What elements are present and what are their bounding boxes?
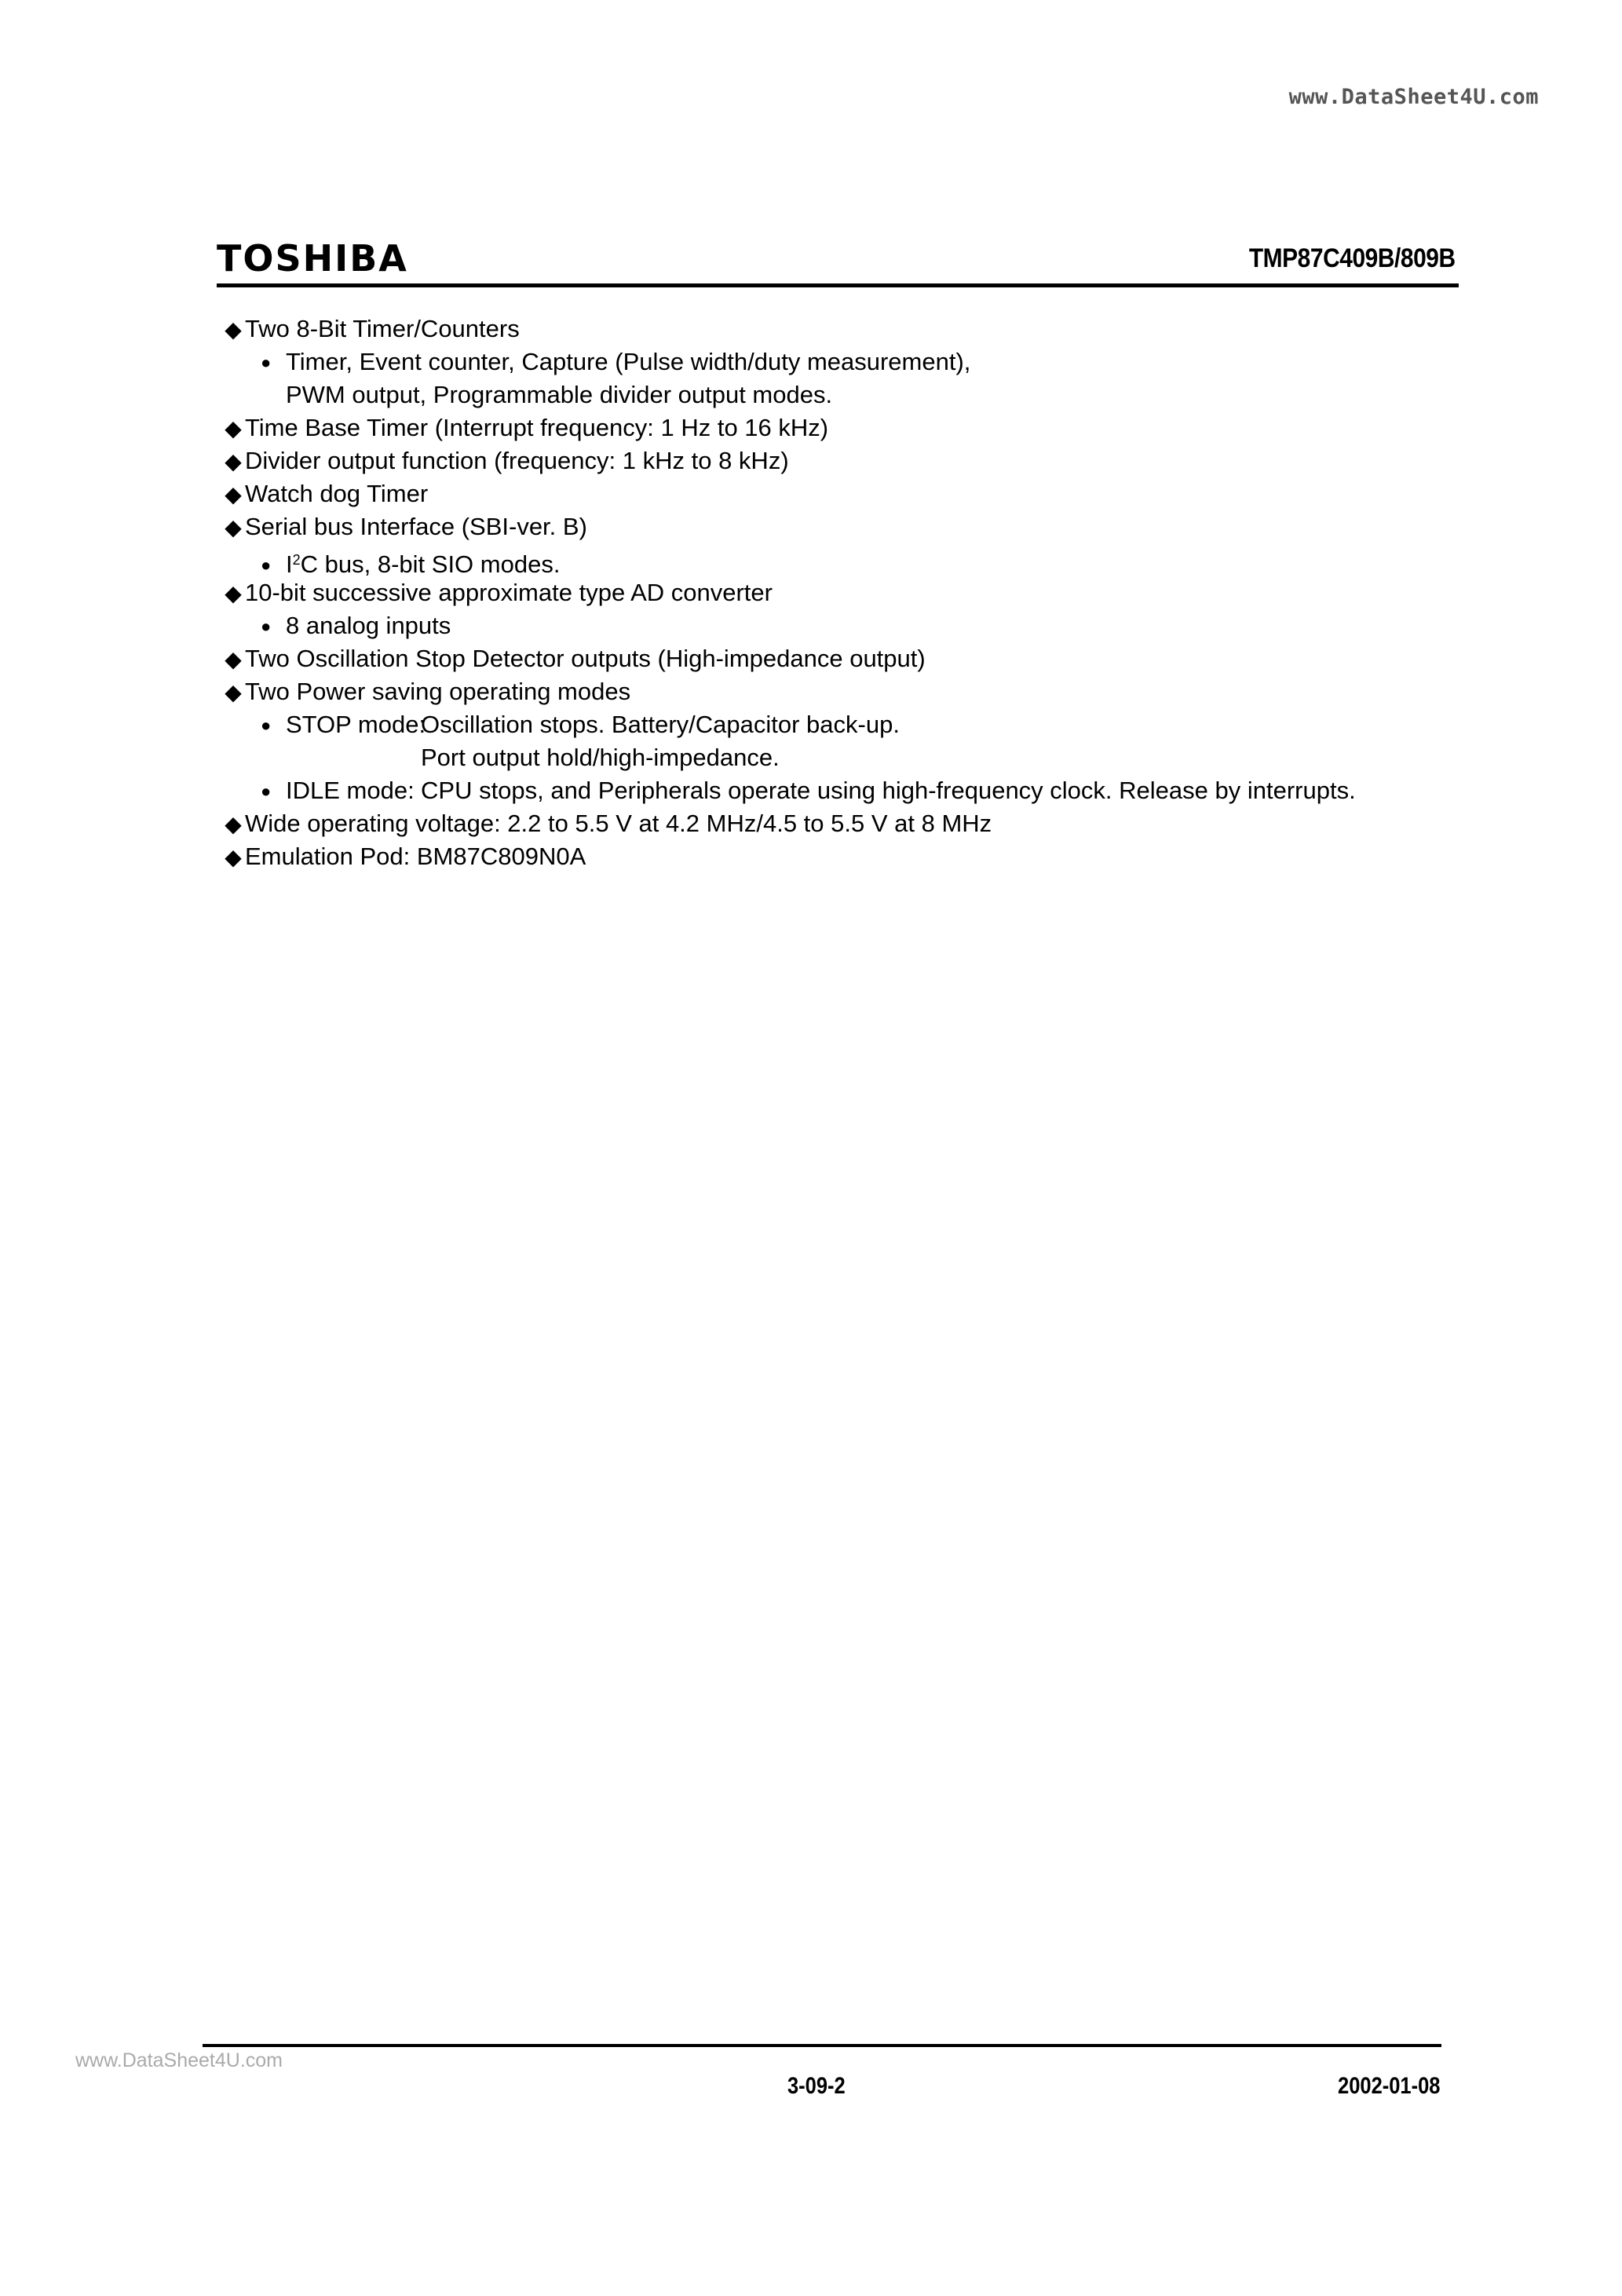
diamond-bullet-icon: ◆ [225, 416, 242, 441]
feature-text: Wide operating voltage: 2.2 to 5.5 V at 4.2 MHz/4.5 to 5.5 V at 8 MHz [245, 810, 992, 837]
feature-item [221, 313, 1556, 345]
diamond-bullet-icon: ◆ [225, 317, 242, 342]
sub-feature-item [221, 543, 1556, 576]
diamond-bullet-icon: ◆ [225, 647, 242, 671]
dot-bullet-icon: ● [261, 781, 272, 801]
part-number: TMP87C409B/809B [1249, 243, 1456, 273]
mode-label: STOP mode: [286, 711, 426, 738]
feature-item [221, 477, 1556, 510]
feature-text: Two 8-Bit Timer/Counters [245, 315, 520, 342]
feature-text: Time Base Timer (Interrupt frequency: 1 Hz to 16 kHz) [245, 414, 829, 441]
dot-bullet-icon: ● [261, 616, 272, 636]
document-date: 2002-01-08 [1337, 2073, 1440, 2099]
sub-feature-text: Port output hold/high-impedance. [421, 744, 780, 771]
feature-item [221, 840, 1556, 873]
superscript: 2 [292, 552, 301, 568]
feature-text: Serial bus Interface (SBI-ver. B) [245, 513, 587, 540]
diamond-bullet-icon: ◆ [225, 482, 242, 506]
watermark-bottom: www.DataSheet4U.com [75, 2049, 283, 2071]
sub-feature-prefix: I [286, 550, 293, 578]
feature-item [221, 510, 1556, 543]
dot-bullet-icon: ● [261, 555, 272, 575]
sub-feature-item [221, 774, 1556, 807]
sub-feature-text: 8 analog inputs [286, 612, 451, 639]
header-rule [217, 283, 1459, 287]
feature-item [221, 807, 1556, 840]
feature-item [221, 411, 1556, 444]
feature-text: Emulation Pod: BM87C809N0A [245, 843, 586, 870]
page-number: 3-09-2 [787, 2073, 846, 2099]
feature-text: Two Oscillation Stop Detector outputs (High-impedance output) [245, 645, 926, 672]
diamond-bullet-icon: ◆ [225, 515, 242, 539]
feature-text: Two Power saving operating modes [245, 678, 631, 705]
brand-logo: TOSHIBA [217, 237, 408, 280]
sub-feature-item [221, 708, 1556, 741]
feature-item [221, 642, 1556, 675]
sub-feature-item [221, 609, 1556, 642]
diamond-bullet-icon: ◆ [225, 581, 242, 605]
dot-bullet-icon: ● [261, 715, 272, 735]
sub-feature-text: CPU stops, and Peripherals operate using high-frequency clock. Release by interrupts. [421, 777, 1356, 804]
feature-text: Watch dog Timer [245, 480, 429, 507]
diamond-bullet-icon: ◆ [225, 812, 242, 836]
feature-list [221, 313, 1556, 873]
sub-feature-item [221, 345, 1556, 378]
diamond-bullet-icon: ◆ [225, 449, 242, 473]
watermark-top: www.DataSheet4U.com [1288, 85, 1539, 109]
sub-feature-continuation [221, 741, 1556, 774]
dot-bullet-icon: ● [261, 353, 272, 372]
sub-feature-text: PWM output, Programmable divider output modes. [286, 381, 833, 408]
diamond-bullet-icon: ◆ [225, 845, 242, 869]
sub-feature-text: Oscillation stops. Battery/Capacitor back-up. [421, 711, 900, 738]
feature-item [221, 576, 1556, 609]
sub-feature-continuation [221, 378, 1556, 411]
footer-rule [203, 2044, 1441, 2047]
sub-feature-text: C bus, 8-bit SIO modes. [300, 550, 561, 578]
mode-label: IDLE mode: [286, 777, 415, 804]
feature-text: Divider output function (frequency: 1 kHz to 8 kHz) [245, 447, 789, 474]
diamond-bullet-icon: ◆ [225, 680, 242, 704]
feature-item [221, 444, 1556, 477]
feature-text: 10-bit successive approximate type AD converter [245, 579, 773, 606]
feature-item [221, 675, 1556, 708]
sub-feature-text: Timer, Event counter, Capture (Pulse width/duty measurement), [286, 348, 971, 375]
